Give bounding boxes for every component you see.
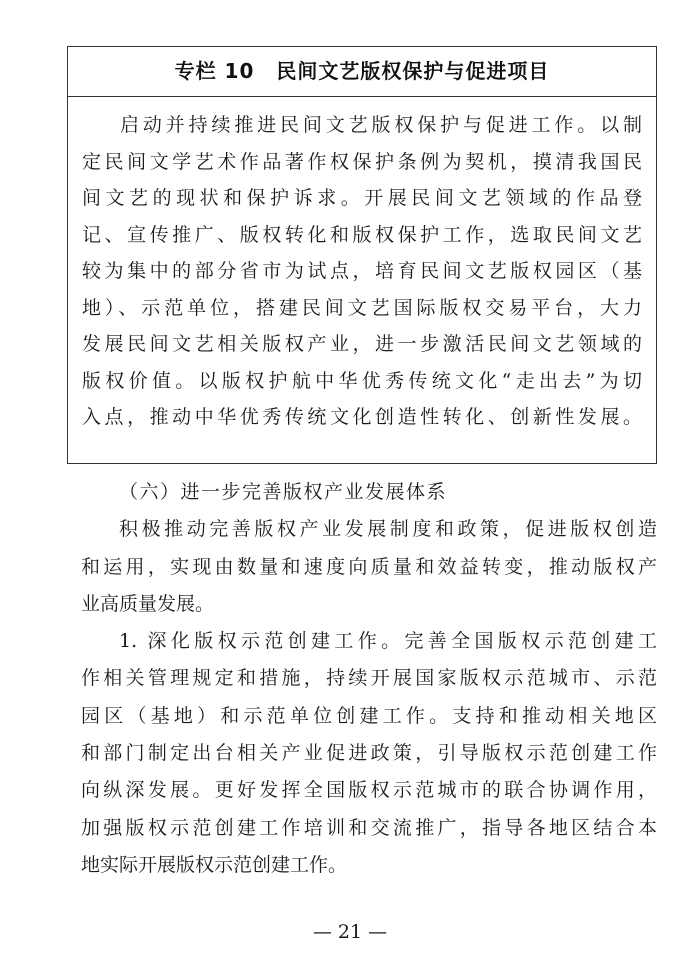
paragraph-line: 加强版权示范创建工作培训和交流推广，指导各地区结合本 [81,816,657,839]
column-title [68,47,656,97]
column-text-line: 入点，推动中华优秀传统文化创造性转化、创新性发展。 [82,406,642,428]
column-text-line: 较为集中的部分省市为试点，培育民间文艺版权园区（基 [82,260,642,282]
main-text [81,474,657,884]
paragraph-line: 积极推动完善版权产业发展制度和政策，促进版权创造 [119,518,657,541]
column-number: 专栏 10 [174,59,255,83]
column-title-text: 民间文艺版权保护与促进项目 [276,59,550,83]
column-text-line: 发展民间文艺相关版权产业，进一步激活民间文艺领域的 [82,333,642,355]
column-text-line: 定民间文学艺术作品著作权保护条例为契机，摸清我国民 [82,150,642,173]
paragraph-line: 业高质量发展。 [81,592,215,615]
paragraph-2 [81,623,657,884]
section-heading: （六）进一步完善版权产业发展体系 [119,481,448,503]
column-text-line: 记、宣传推广、版权转化和版权保护工作，选取民间文艺 [82,223,642,246]
paragraph-line: 1. 深化版权示范创建工作。完善全国版权示范创建工 [119,630,657,653]
column-text-line: 版权价值。以版权护航中华优秀传统文化“走出去”为切 [82,369,642,392]
column-text-line: 地）、示范单位，搭建民间文艺国际版权交易平台，大力 [82,296,642,319]
paragraph-1 [81,511,657,623]
paragraph-line: 作相关管理规定和措施，持续开展国家版权示范城市、示范 [81,667,657,690]
paragraph-line: 和运用，实现由数量和速度向质量和效益转变，推动版权产 [81,555,657,578]
paragraph-line: 和部门制定出台相关产业促进政策，引导版权示范创建工作 [81,742,657,765]
paragraph-line: 向纵深发展。更好发挥全国版权示范城市的联合协调作用， [81,779,657,802]
column-text-line: 启动并持续推进民间文艺版权保护与促进工作。以制 [120,114,642,136]
page-number: — 21 — [312,921,388,943]
paragraph-line: 地实际开展版权示范创建工作。 [81,853,348,876]
column-body [68,97,656,436]
column-box [67,46,657,464]
paragraph-line: 园区（基地）和示范单位创建工作。支持和推动相关地区 [81,704,657,727]
column-text-line: 间文艺的现状和保护诉求。开展民间文艺领域的作品登 [82,187,642,209]
